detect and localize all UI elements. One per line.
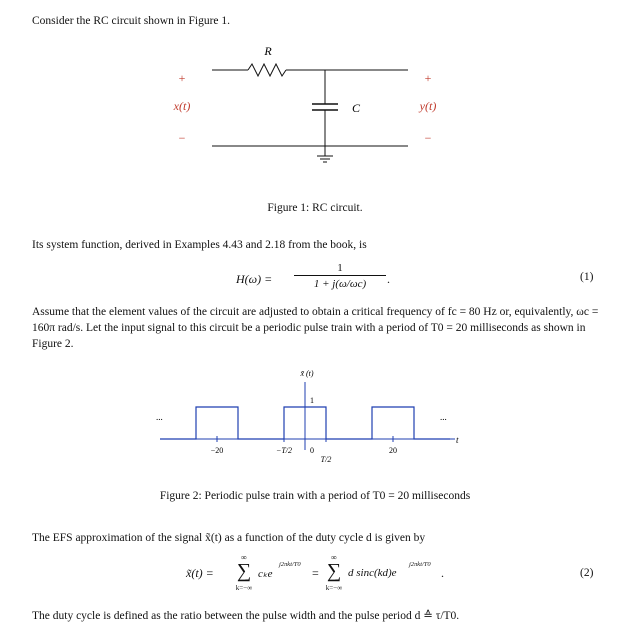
eq2-term1: cₖe <box>258 568 273 580</box>
intro-text: Consider the RC circuit shown in Figure 1. <box>32 15 231 27</box>
efs-text: The EFS approximation of the signal x̃(t) as a function of the duty cycle d is given by <box>32 532 426 544</box>
system-function-text: Its system function, derived in Examples 4.43 and 2.18 from the book, is <box>32 239 367 251</box>
eq2-term2: d sinc(kd)e <box>348 567 397 579</box>
eq2-exp1: j2πkt/T0 <box>279 561 301 568</box>
tick-label-neg20: −20 <box>210 446 224 455</box>
eq2-period: . <box>441 566 444 580</box>
eq2-lhs: x̃(t) = <box>186 566 214 580</box>
input-plus: + <box>178 71 186 85</box>
output-plus: + <box>424 71 432 85</box>
tick-label-neg-half-tau: −T/2 <box>275 446 293 455</box>
capacitor-label: C <box>352 101 361 115</box>
eq2-sum1-bottom: k=−∞ <box>235 584 253 592</box>
eq1-denominator: 1 + j(ω/ωc) <box>313 278 367 290</box>
t-axis-label: t <box>456 435 459 445</box>
equation-1 <box>236 262 406 298</box>
assumption-text: Assume that the element values of the circuit are adjusted to obtain a critical frequency of fc = 80 Hz or, equivalently, ωc = 160π rad/s. Let the input signal to this circuit be a periodic pulse train with a period of T0 = 20 milliseconds as shown in Figure 2. <box>32 306 599 350</box>
eq2-sum2: ∑ <box>326 560 342 582</box>
tick-label-20: 20 <box>389 446 397 455</box>
duty-cycle-text: The duty cycle is defined as the ratio between the pulse width and the pulse period d ≙ τ/T0. <box>32 610 460 622</box>
resistor-symbol <box>248 64 286 76</box>
output-label: y(t) <box>419 99 437 113</box>
eq2-sum2-bottom: k=−∞ <box>325 584 343 592</box>
resistor-label: R <box>264 44 272 58</box>
pulse-train-plot <box>150 362 470 470</box>
eq1-lhs: H(ω) = <box>236 272 273 286</box>
figure1-caption: Figure 1: RC circuit. <box>267 202 363 214</box>
right-ellipsis: ... <box>440 412 447 422</box>
eq1-number: (1) <box>580 271 594 283</box>
amplitude-label: 1 <box>310 396 314 405</box>
eq1-numerator: 1 <box>337 262 343 274</box>
eq2-exp2: j2πkt/T0 <box>409 561 431 568</box>
output-minus: − <box>424 131 432 145</box>
input-minus: − <box>178 131 186 145</box>
eq2-sum2-top: ∞ <box>331 553 337 562</box>
input-label: x(t) <box>173 99 191 113</box>
tick-label-zero: 0 <box>310 446 314 455</box>
tick-label-half-tau: T/2 <box>320 455 332 464</box>
figure2-caption: Figure 2: Periodic pulse train with a period of T0 = 20 milliseconds <box>159 490 471 502</box>
eq1-period: . <box>387 272 390 286</box>
eq2-sum1-top: ∞ <box>241 553 247 562</box>
eq2-number: (2) <box>580 567 594 579</box>
equation-2 <box>186 553 446 593</box>
eq2-sum1: ∑ <box>236 560 252 582</box>
left-ellipsis: ... <box>156 412 163 422</box>
signal-label: x̃ (t) <box>300 369 314 378</box>
eq2-equals: = <box>312 566 319 580</box>
rc-circuit-diagram <box>160 38 460 178</box>
